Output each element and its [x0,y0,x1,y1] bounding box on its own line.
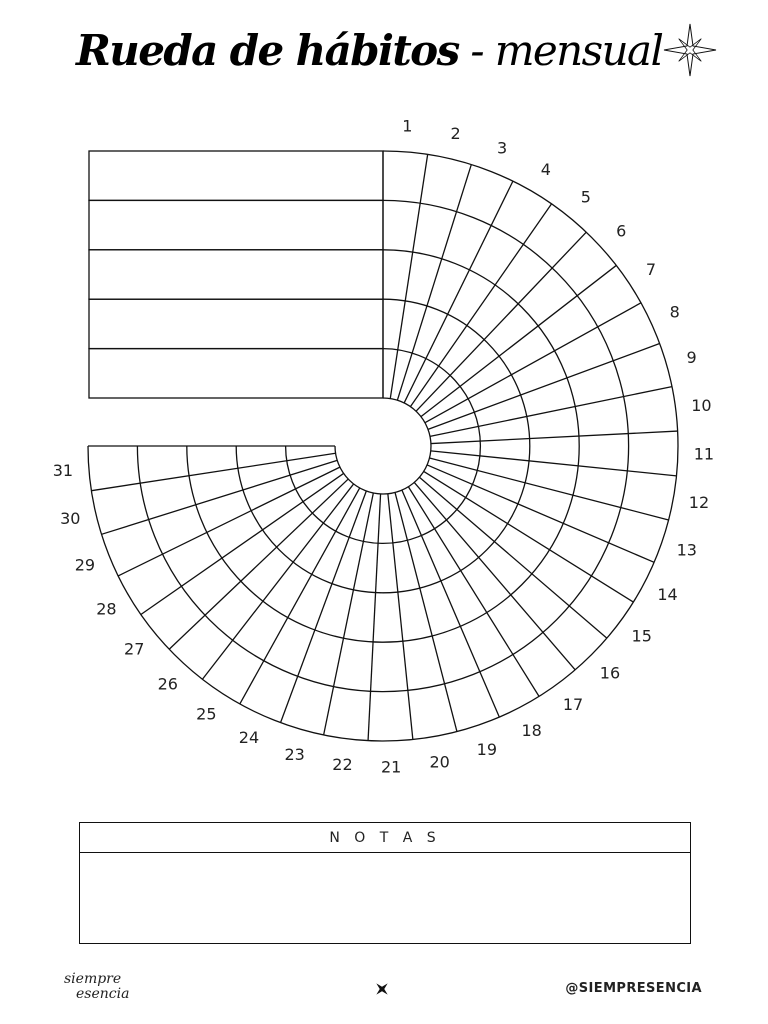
day-label-15: 15 [631,626,652,646]
day-label-4: 4 [540,159,551,179]
day-label-26: 26 [157,674,178,694]
day-label-11: 11 [693,444,715,464]
four-point-star-icon [374,981,390,997]
day-label-14: 14 [657,585,678,605]
wheel-spoke [431,451,677,476]
title-main: Rueda de hábitos [76,26,459,75]
day-label-30: 30 [60,509,81,529]
wheel-spoke [388,494,413,740]
wheel-spoke [404,181,513,403]
day-label-21: 21 [380,757,402,777]
wheel-spoke [408,487,539,697]
wheel-spoke [324,493,374,735]
day-label-27: 27 [124,639,145,659]
habit-name-row[interactable] [89,349,383,398]
wheel-spoke [424,471,634,602]
wheel-spoke [421,265,616,416]
wheel-spoke [430,387,672,437]
habit-name-row[interactable] [89,200,383,249]
day-label-25: 25 [196,704,217,724]
day-label-18: 18 [521,721,542,741]
day-label-1: 1 [402,116,413,136]
day-label-24: 24 [238,728,260,748]
day-label-2: 2 [450,123,461,143]
day-label-23: 23 [284,745,305,765]
habit-name-rows [89,151,383,398]
day-label-20: 20 [429,752,450,772]
notes-header: N O T A S [80,823,690,853]
day-label-17: 17 [562,695,584,715]
day-label-29: 29 [74,555,96,575]
day-label-28: 28 [96,599,117,619]
wheel-ring-1 [335,398,431,494]
wheel-spoke [368,494,381,741]
habit-wheel-grid [88,151,678,741]
wheel-spoke [395,492,457,731]
day-label-19: 19 [476,740,498,760]
day-label-12: 12 [688,493,710,513]
habit-name-row[interactable] [89,151,383,200]
day-label-22: 22 [332,754,353,774]
habit-name-row[interactable] [89,250,383,299]
day-label-9: 9 [686,348,697,368]
day-label-3: 3 [496,138,508,158]
day-label-8: 8 [669,302,680,322]
brand-logo [64,972,129,1002]
day-label-16: 16 [599,663,621,683]
wheel-spoke [118,467,340,576]
wheel-spoke [431,431,678,444]
title-sub: - mensual [458,26,663,75]
habit-name-row[interactable] [89,299,383,348]
day-label-31: 31 [52,460,74,480]
wheel-spoke [410,204,551,407]
wheel-spoke [141,473,344,614]
day-label-13: 13 [676,540,697,560]
social-handle: @SIEMPRESENCIA [565,981,702,996]
wheel-spoke [202,484,353,679]
day-label-10: 10 [691,395,712,415]
notes-box[interactable] [79,822,691,944]
day-label-7: 7 [645,259,657,279]
day-label-6: 6 [616,221,627,241]
brand-line-1: siempre [64,971,122,987]
wheel-spoke [429,458,668,520]
day-label-5: 5 [580,187,591,207]
brand-line-2: esencia [76,986,130,1002]
